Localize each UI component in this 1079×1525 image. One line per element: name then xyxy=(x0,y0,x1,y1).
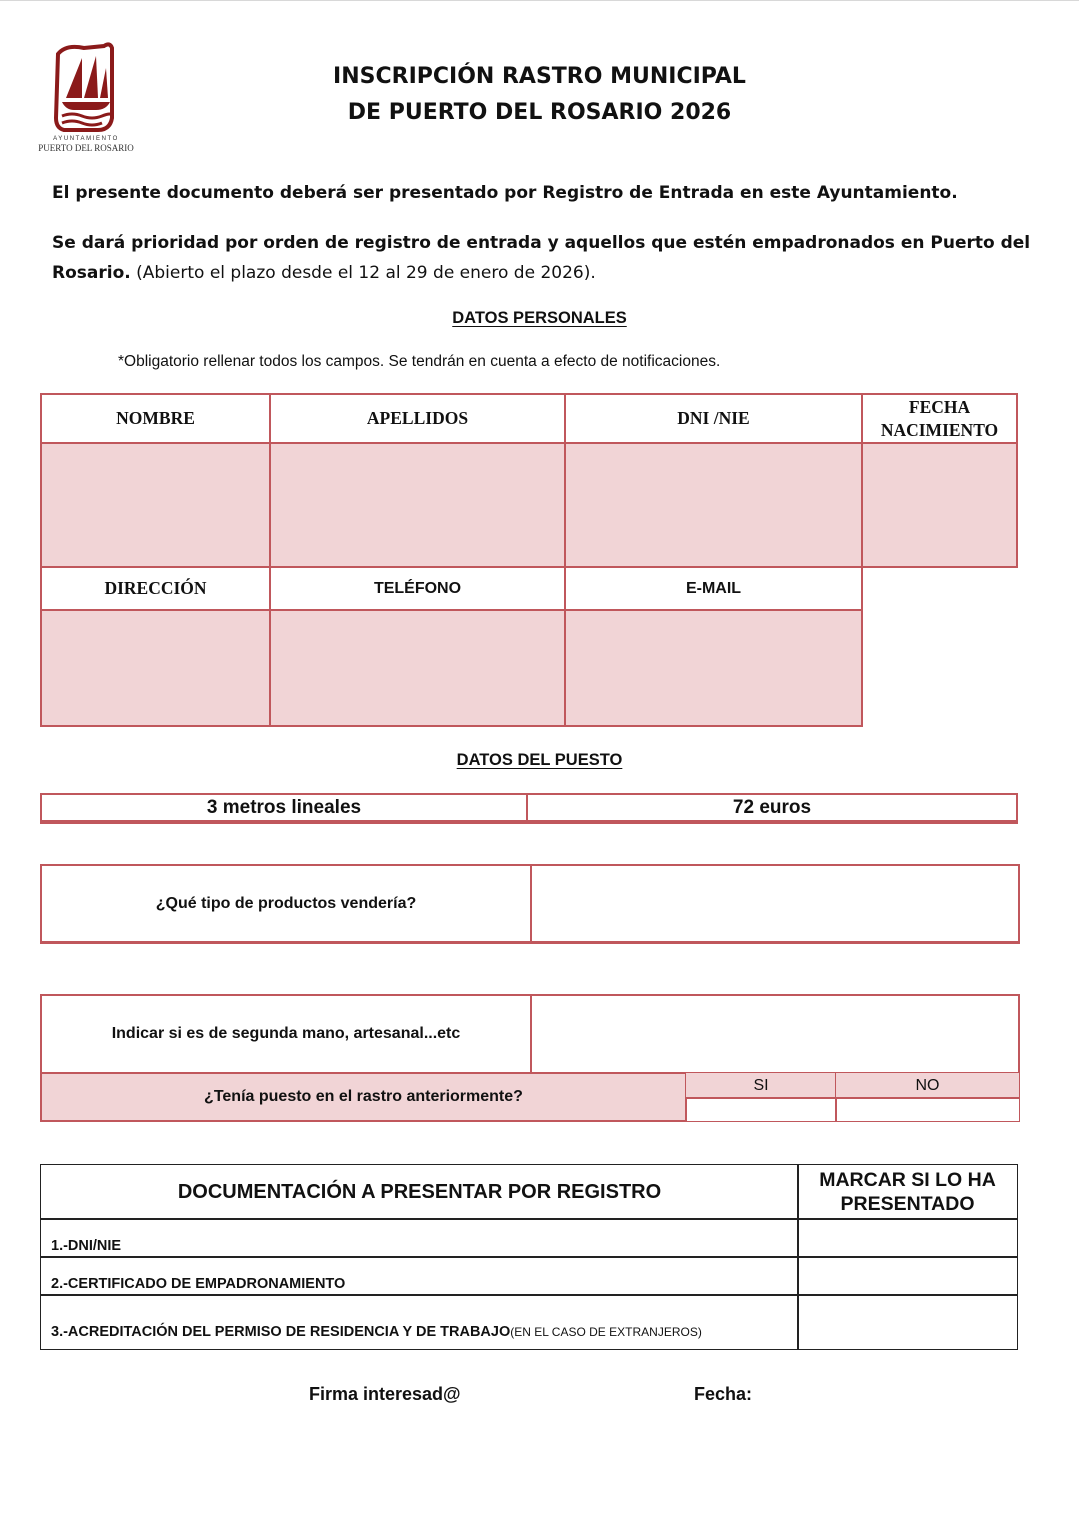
page-title-line2: DE PUERTO DEL ROSARIO 2026 xyxy=(347,100,732,125)
header-dni-nie: DNI /NIE xyxy=(564,393,863,444)
section-title-stall: DATOS DEL PUESTO xyxy=(456,751,623,769)
intro-line1: El presente documento deberá ser presentado por Registro de Entrada en este Ayuntamiento. xyxy=(52,183,958,203)
intro-line2: Se dará prioridad por orden de registro de entrada y aquellos que estén empadronados en Puerto del xyxy=(52,233,1031,253)
yes-checkbox[interactable] xyxy=(685,1097,837,1122)
no-checkbox[interactable] xyxy=(835,1097,1020,1122)
nombre-field[interactable] xyxy=(40,442,271,568)
dni-nie-field[interactable] xyxy=(564,442,863,568)
document-item-residencia: 3.-ACREDITACIÓN DEL PERMISO DE RESIDENCIA Y DE TRABAJO (EN EL CASO DE EXTRANJEROS) xyxy=(40,1294,799,1350)
logo-line1: AYUNTAMIENTO xyxy=(53,136,119,142)
products-question-label: ¿Qué tipo de productos vendería? xyxy=(40,864,532,944)
header-email: E-MAIL xyxy=(564,566,863,611)
intro-line3: Rosario. (Abierto el plazo desde el 12 al 29 de enero de 2026). xyxy=(52,263,596,283)
section-title-personal: DATOS PERSONALES xyxy=(452,309,627,327)
header-telefono: TELÉFONO xyxy=(269,566,566,611)
document-check-dni[interactable] xyxy=(797,1218,1018,1258)
mandatory-note: *Obligatorio rellenar todos los campos. Se tendrán en cuenta a efecto de notificaciones. xyxy=(118,353,721,370)
document-item-dni: 1.-DNI/NIE xyxy=(40,1218,799,1258)
date-label: Fecha: xyxy=(694,1384,753,1404)
mark-presented-header: MARCAR SI LO HA PRESENTADO xyxy=(797,1164,1018,1220)
email-field[interactable] xyxy=(564,609,863,727)
previous-stall-question: ¿Tenía puesto en el rastro anteriormente? xyxy=(40,1072,687,1122)
apellidos-field[interactable] xyxy=(269,442,566,568)
type-question-label: Indicar si es de segunda mano, artesanal...etc xyxy=(40,994,532,1074)
document-item-empadronamiento: 2.-CERTIFICADO DE EMPADRONAMIENTO xyxy=(40,1256,799,1296)
document-check-residencia[interactable] xyxy=(797,1294,1018,1350)
page-title-line1: INSCRIPCIÓN RASTRO MUNICIPAL xyxy=(333,64,746,89)
stall-price: 72 euros xyxy=(526,793,1018,824)
signature-label: Firma interesad@ xyxy=(309,1384,461,1404)
documents-header: DOCUMENTACIÓN A PRESENTAR POR REGISTRO xyxy=(40,1164,799,1220)
logo-line2: PUERTO DEL ROSARIO xyxy=(38,143,134,153)
fecha-nacimiento-field[interactable] xyxy=(861,442,1018,568)
stall-size: 3 metros lineales xyxy=(40,793,528,824)
direccion-field[interactable] xyxy=(40,609,271,727)
document-check-empadronamiento[interactable] xyxy=(797,1256,1018,1296)
header-apellidos: APELLIDOS xyxy=(269,393,566,444)
telefono-field[interactable] xyxy=(269,609,566,727)
products-answer-field[interactable] xyxy=(530,864,1020,944)
header-direccion: DIRECCIÓN xyxy=(40,566,271,611)
top-edge-line xyxy=(0,0,1079,1)
no-label: NO xyxy=(835,1072,1020,1099)
header-nombre: NOMBRE xyxy=(40,393,271,444)
yes-label: SI xyxy=(685,1072,837,1099)
type-answer-field[interactable] xyxy=(530,994,1020,1074)
header-fecha-nacimiento: FECHA NACIMIENTO xyxy=(861,393,1018,444)
